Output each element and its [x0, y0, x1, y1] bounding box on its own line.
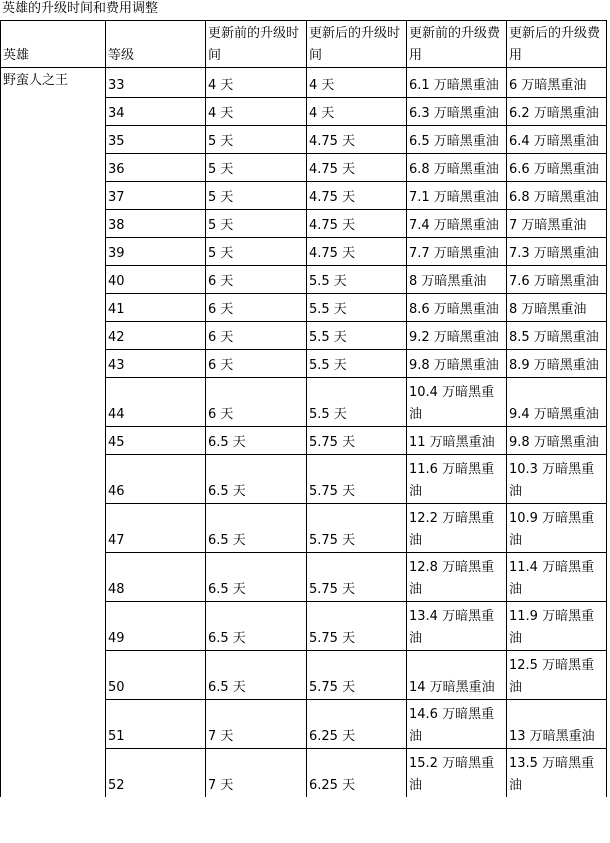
cell-time-after: 5.5 天: [307, 349, 407, 377]
cell-level: 50: [106, 650, 206, 699]
cell-time-before: 6.5 天: [206, 454, 307, 503]
cell-hero-empty: [1, 377, 106, 426]
table-row: [1, 426, 607, 454]
cell-cost-before: 6.5 万暗黑重油: [407, 125, 507, 153]
cell-time-after: 5.75 天: [307, 503, 407, 552]
cell-time-before: 6.5 天: [206, 552, 307, 601]
cell-cost-after: 8 万暗黑重油: [507, 293, 607, 321]
cell-level: 38: [106, 209, 206, 237]
cell-cost-after: 8.5 万暗黑重油: [507, 321, 607, 349]
cell-time-after: 4.75 天: [307, 181, 407, 209]
cell-cost-after: 11.9 万暗黑重油: [507, 601, 607, 650]
table-row: [1, 650, 607, 699]
cell-level: 44: [106, 377, 206, 426]
header-cost-before: 更新前的升级费用: [407, 21, 507, 68]
cell-hero-empty: [1, 503, 106, 552]
cell-cost-before: 10.4 万暗黑重油: [407, 377, 507, 426]
table-row: [1, 68, 607, 98]
cell-cost-before: 8 万暗黑重油: [407, 265, 507, 293]
cell-time-after: 5.75 天: [307, 552, 407, 601]
cell-cost-after: 13.5 万暗黑重油: [507, 748, 607, 797]
cell-time-before: 5 天: [206, 209, 307, 237]
cell-cost-before: 7.7 万暗黑重油: [407, 237, 507, 265]
cell-hero-empty: [1, 321, 106, 349]
cell-time-before: 7 天: [206, 699, 307, 748]
table-row: [1, 377, 607, 426]
cell-time-before: 5 天: [206, 125, 307, 153]
cell-time-before: 6.5 天: [206, 601, 307, 650]
cell-cost-after: 6 万暗黑重油: [507, 68, 607, 98]
cell-hero-empty: [1, 237, 106, 265]
table-header-row: [1, 21, 607, 68]
cell-time-before: 5 天: [206, 237, 307, 265]
cell-cost-after: 7 万暗黑重油: [507, 209, 607, 237]
cell-level: 48: [106, 552, 206, 601]
cell-time-after: 5.75 天: [307, 601, 407, 650]
cell-level: 52: [106, 748, 206, 797]
upgrade-table: [0, 20, 607, 797]
cell-time-after: 4.75 天: [307, 209, 407, 237]
cell-level: 37: [106, 181, 206, 209]
cell-time-before: 6 天: [206, 349, 307, 377]
cell-time-before: 6 天: [206, 321, 307, 349]
cell-hero-empty: [1, 349, 106, 377]
table-row: [1, 748, 607, 797]
cell-time-after: 4.75 天: [307, 153, 407, 181]
cell-cost-after: 10.9 万暗黑重油: [507, 503, 607, 552]
cell-cost-before: 12.2 万暗黑重油: [407, 503, 507, 552]
cell-cost-after: 10.3 万暗黑重油: [507, 454, 607, 503]
cell-hero-empty: [1, 293, 106, 321]
cell-cost-before: 6.3 万暗黑重油: [407, 97, 507, 125]
cell-cost-after: 9.4 万暗黑重油: [507, 377, 607, 426]
table-body: [1, 68, 607, 797]
table-row: [1, 125, 607, 153]
cell-hero-empty: [1, 209, 106, 237]
page-title: 英雄的升级时间和费用调整: [2, 1, 159, 16]
cell-time-after: 4 天: [307, 97, 407, 125]
cell-time-after: 6.25 天: [307, 748, 407, 797]
cell-hero-empty: [1, 552, 106, 601]
cell-time-after: 6.25 天: [307, 699, 407, 748]
header-time-after: 更新后的升级时间: [307, 21, 407, 68]
cell-cost-before: 9.2 万暗黑重油: [407, 321, 507, 349]
cell-cost-after: 6.6 万暗黑重油: [507, 153, 607, 181]
cell-cost-before: 14.6 万暗黑重油: [407, 699, 507, 748]
cell-level: 35: [106, 125, 206, 153]
cell-time-after: 5.5 天: [307, 321, 407, 349]
cell-hero-name: 野蛮人之王: [1, 68, 106, 98]
cell-cost-after: 6.8 万暗黑重油: [507, 181, 607, 209]
cell-cost-before: 11.6 万暗黑重油: [407, 454, 507, 503]
table-row: [1, 209, 607, 237]
cell-level: 41: [106, 293, 206, 321]
cell-hero-empty: [1, 125, 106, 153]
header-level: 等级: [106, 21, 206, 68]
cell-level: 47: [106, 503, 206, 552]
cell-time-after: 5.5 天: [307, 265, 407, 293]
cell-hero-empty: [1, 426, 106, 454]
header-hero: 英雄: [1, 21, 106, 68]
cell-hero-empty: [1, 181, 106, 209]
cell-hero-empty: [1, 265, 106, 293]
table-row: [1, 321, 607, 349]
cell-cost-before: 11 万暗黑重油: [407, 426, 507, 454]
cell-time-before: 6 天: [206, 265, 307, 293]
cell-cost-after: 8.9 万暗黑重油: [507, 349, 607, 377]
table-row: [1, 153, 607, 181]
table-row: [1, 503, 607, 552]
cell-cost-after: 6.4 万暗黑重油: [507, 125, 607, 153]
cell-cost-before: 9.8 万暗黑重油: [407, 349, 507, 377]
cell-cost-after: 6.2 万暗黑重油: [507, 97, 607, 125]
cell-hero-empty: [1, 97, 106, 125]
cell-time-after: 5.5 天: [307, 377, 407, 426]
cell-hero-empty: [1, 650, 106, 699]
cell-time-after: 4.75 天: [307, 125, 407, 153]
cell-time-before: 7 天: [206, 748, 307, 797]
cell-time-before: 6.5 天: [206, 650, 307, 699]
cell-time-before: 6.5 天: [206, 503, 307, 552]
cell-time-before: 4 天: [206, 68, 307, 98]
header-time-before: 更新前的升级时间: [206, 21, 307, 68]
cell-level: 45: [106, 426, 206, 454]
cell-level: 51: [106, 699, 206, 748]
cell-cost-before: 6.8 万暗黑重油: [407, 153, 507, 181]
cell-cost-after: 13 万暗黑重油: [507, 699, 607, 748]
cell-level: 43: [106, 349, 206, 377]
cell-cost-before: 14 万暗黑重油: [407, 650, 507, 699]
cell-level: 39: [106, 237, 206, 265]
cell-level: 42: [106, 321, 206, 349]
cell-hero-empty: [1, 748, 106, 797]
cell-level: 33: [106, 68, 206, 98]
cell-time-after: 4.75 天: [307, 237, 407, 265]
cell-hero-empty: [1, 601, 106, 650]
cell-hero-empty: [1, 454, 106, 503]
cell-time-before: 5 天: [206, 153, 307, 181]
cell-cost-before: 12.8 万暗黑重油: [407, 552, 507, 601]
cell-level: 34: [106, 97, 206, 125]
cell-time-before: 6 天: [206, 293, 307, 321]
cell-cost-before: 7.4 万暗黑重油: [407, 209, 507, 237]
cell-cost-before: 7.1 万暗黑重油: [407, 181, 507, 209]
cell-cost-before: 15.2 万暗黑重油: [407, 748, 507, 797]
cell-time-after: 5.75 天: [307, 454, 407, 503]
cell-level: 46: [106, 454, 206, 503]
table-row: [1, 181, 607, 209]
cell-time-after: 5.75 天: [307, 426, 407, 454]
cell-cost-before: 13.4 万暗黑重油: [407, 601, 507, 650]
cell-hero-empty: [1, 699, 106, 748]
table-row: [1, 601, 607, 650]
cell-cost-after: 7.3 万暗黑重油: [507, 237, 607, 265]
table-row: [1, 349, 607, 377]
cell-time-after: 4 天: [307, 68, 407, 98]
cell-level: 49: [106, 601, 206, 650]
cell-cost-after: 7.6 万暗黑重油: [507, 265, 607, 293]
cell-time-after: 5.5 天: [307, 293, 407, 321]
table-row: [1, 699, 607, 748]
table-row: [1, 293, 607, 321]
cell-cost-after: 9.8 万暗黑重油: [507, 426, 607, 454]
cell-time-before: 6.5 天: [206, 426, 307, 454]
cell-hero-empty: [1, 153, 106, 181]
header-cost-after: 更新后的升级费用: [507, 21, 607, 68]
table-row: [1, 454, 607, 503]
upgrade-table-container: [0, 20, 606, 797]
cell-time-before: 5 天: [206, 181, 307, 209]
cell-cost-before: 8.6 万暗黑重油: [407, 293, 507, 321]
table-row: [1, 97, 607, 125]
table-row: [1, 265, 607, 293]
cell-level: 36: [106, 153, 206, 181]
cell-cost-before: 6.1 万暗黑重油: [407, 68, 507, 98]
cell-time-before: 4 天: [206, 97, 307, 125]
cell-time-after: 5.75 天: [307, 650, 407, 699]
table-row: [1, 237, 607, 265]
cell-cost-after: 11.4 万暗黑重油: [507, 552, 607, 601]
cell-level: 40: [106, 265, 206, 293]
cell-cost-after: 12.5 万暗黑重油: [507, 650, 607, 699]
table-row: [1, 552, 607, 601]
cell-time-before: 6 天: [206, 377, 307, 426]
